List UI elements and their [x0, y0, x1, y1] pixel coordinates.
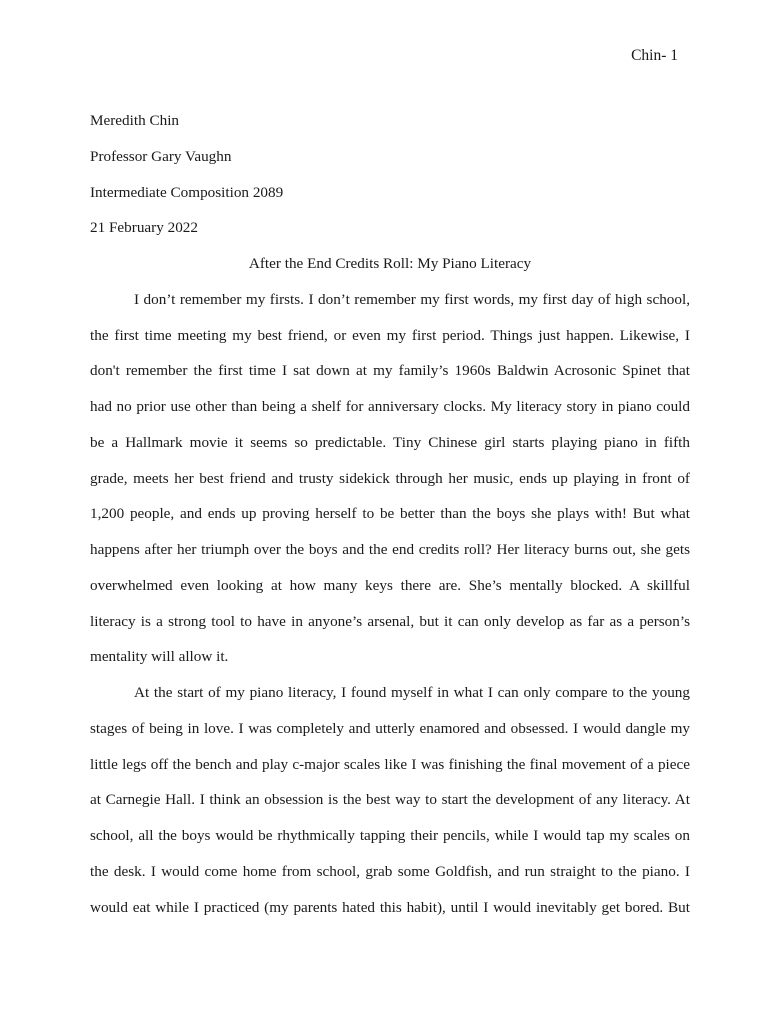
paragraph-line: don't remember the first time I sat down at my family’s 1960s Baldwin Acrosonic Spinet that — [90, 362, 690, 380]
paragraph-line: had no prior use other than being a shelf for anniversary clocks. My literacy story in piano could — [90, 398, 690, 415]
paragraph-line: little legs off the bench and play c-major scales like I was finishing the final movement of a piece — [90, 755, 690, 773]
paragraph — [90, 291, 690, 684]
paragraph-line: stages of being in love. I was completely and utterly enamored and obsessed. I would dangle my — [90, 719, 690, 737]
date-line: 21 February 2022 — [90, 219, 198, 237]
course-name: Intermediate Composition 2089 — [90, 183, 284, 201]
paragraph-line: be a Hallmark movie it seems so predictable. Tiny Chinese girl starts playing piano in fifth — [90, 433, 690, 451]
paragraph-line: happens after her triumph over the boys and the end credits roll? Her literacy burns out, she gets — [90, 541, 690, 558]
author-name: Meredith Chin — [90, 112, 180, 129]
running-header: Chin- 1 — [631, 47, 678, 64]
professor-name: Professor Gary Vaughn — [90, 147, 232, 165]
paragraph-line: school, all the boys would be rhythmically tapping their pencils, while I would tap my scales on — [90, 827, 690, 844]
paragraph-line: at Carnegie Hall. I think an obsession is the best way to start the development of any literacy. At — [90, 791, 690, 809]
paragraph-line: literacy is a strong tool to have in anyone’s arsenal, but it can only develop as far as a person’s — [90, 612, 690, 630]
paragraph-line: At the start of my piano literacy, I found myself in what I can only compare to the young — [134, 684, 690, 701]
essay-title: After the End Credits Roll: My Piano Literacy — [248, 255, 532, 272]
paragraph-line: the desk. I would come home from school, grab some Goldfish, and run straight to the piano. I — [90, 862, 690, 880]
document-body — [90, 112, 690, 934]
paragraph-line: grade, meets her best friend and trusty sidekick through her music, ends up playing in front of — [90, 469, 690, 487]
paragraph-line: would eat while I practiced (my parents hated this habit), until I would inevitably get bored. But — [90, 898, 690, 916]
paragraph-line: 1,200 people, and ends up proving herself to be better than the boys she plays with! But what — [90, 505, 690, 523]
paragraph — [90, 684, 690, 934]
paragraph-line: I don’t remember my firsts. I don’t remember my first words, my first day of high school, — [134, 290, 690, 308]
paragraph-line: the first time meeting my best friend, or even my first period. Things just happen. Likewise, I — [90, 326, 690, 344]
paragraph-line: mentality will allow it. — [90, 648, 229, 666]
paragraph-line: overwhelmed even looking at how many keys there are. She’s mentally blocked. A skillful — [90, 576, 690, 594]
